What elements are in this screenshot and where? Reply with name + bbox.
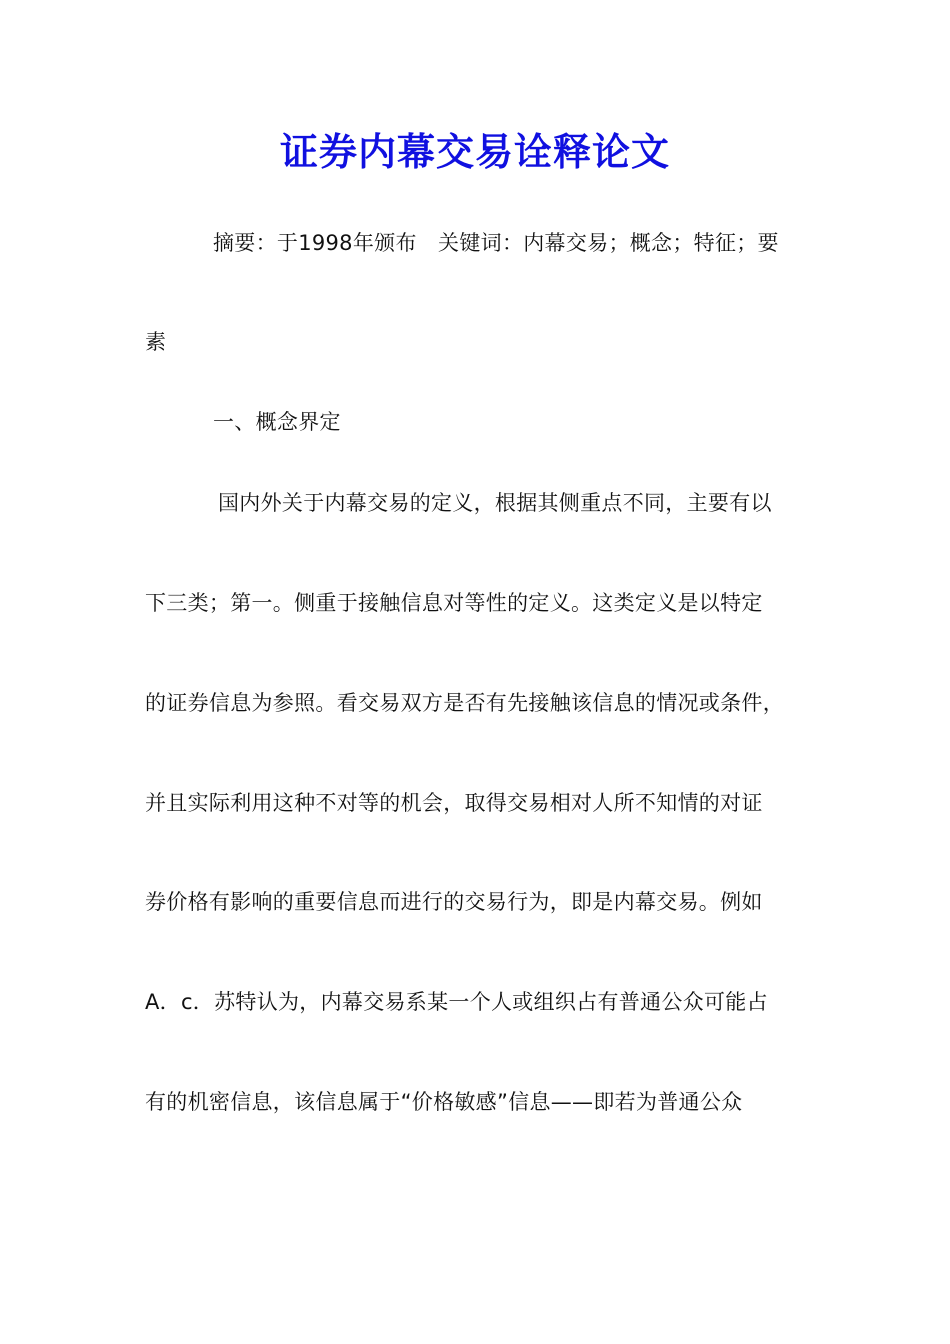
document-title: 证券内幕交易诠释论文: [279, 129, 670, 174]
paragraph-line: 的证券信息为参照。看交易双方是否有先接触该信息的情况或条件，: [145, 691, 784, 715]
abstract-line: 摘要：于1998年颁布 关键词：内幕交易；概念；特征；要: [213, 231, 779, 255]
paragraph-line: 并且实际利用这种不对等的机会，取得交易相对人所不知情的对证: [145, 791, 763, 815]
paragraph-line: 下三类；第一。侧重于接触信息对等性的定义。这类定义是以特定: [145, 591, 763, 615]
paragraph-line: 券价格有影响的重要信息而进行的交易行为，即是内幕交易。例如: [145, 890, 763, 914]
abstract-line-continued: 素: [145, 330, 167, 354]
section-heading: 一、概念界定: [213, 410, 341, 434]
paragraph-line: 有的机密信息，该信息属于“价格敏感”信息——即若为普通公众: [145, 1090, 743, 1114]
paragraph-line: 国内外关于内幕交易的定义，根据其侧重点不同，主要有以: [218, 491, 772, 515]
paragraph-line: A．c．苏特认为，内幕交易系某一个人或组织占有普通公众可能占: [145, 990, 768, 1014]
